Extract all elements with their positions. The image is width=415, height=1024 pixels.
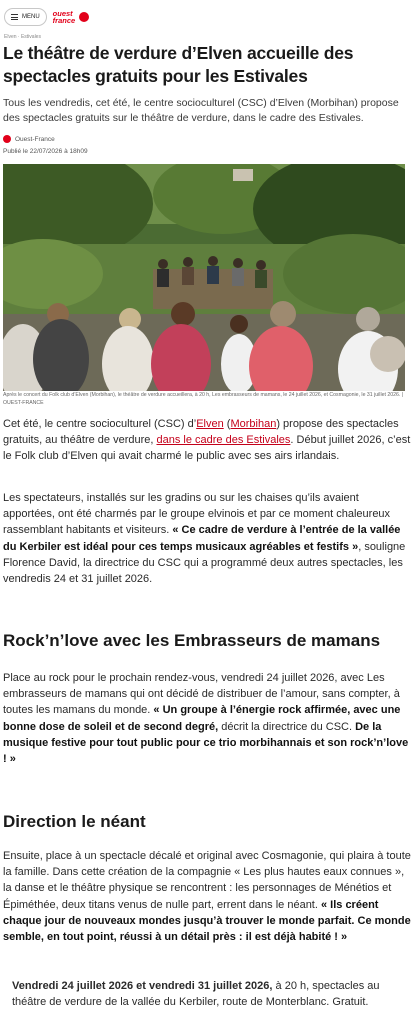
breadcrumb[interactable]: Elven · Estivales [4,34,41,40]
p4-quote: « Ils créent chaque jour de nouveaux mondes jusqu’à trouver le monde parfait. Ce monde semble, en tout point, réussi à un détail près : il est déjà habité ! » [3,898,411,944]
p3-quote-1: « Un groupe à l’énergie rock affirmée, avec une bonne dose de soleil et de second degré, [3,704,401,733]
ouest-france-logo[interactable] [53,10,89,24]
p2-text-a: Les spectateurs, installés sur les gradins ou sur les chaises qu’ils avaient apportées, ont été charmés par le groupe elvinois et par ce moment chaleureux rassemblant habitants et visiteurs. [3,492,391,537]
publish-date: Publié le 22/07/2026 à 18h09 [3,148,88,155]
source-name[interactable]: Ouest-France [15,135,55,143]
menu-label: MENU [22,14,40,20]
photo-caption: Après le concert du Folk club d’Elven (Morbihan), le théâtre de verdure accueillera, à 20 h, Les embrasseurs de mamans, le 24 juillet 2026, et Cosmagonie, le 31 juillet 2026. | OUEST-FRANCE [3,392,404,406]
hamburger-icon [11,14,18,20]
logo-mark-icon [79,12,89,22]
link-estivales[interactable]: dans le cadre des Estivales [156,434,291,447]
menu-button[interactable] [4,8,47,26]
p3-quote-2: De la musique festive pour tout public pour ce trio morbihannais et son rock’n’love ! » [3,720,409,766]
p4-text-a: Ensuite, place à un spectacle décalé et original avec Cosmagonie, qui plaira à toute la famille. Dans cette création de la compagnie « Les plus hautes eaux connues », la danse et le théâtre physique se rencontrent : les personnages de Ménétios et Épiméthée, deux titans venus de nulle part, errent dans le néant. [3,850,411,911]
paragraph-cosmagonie [3,848,411,945]
top-bar [0,0,415,34]
section-heading-rocknlove: Rock’n’love avec les Embrasseurs de mamans [3,631,381,650]
concert-photo-illustration [3,164,405,391]
source-logo-icon [3,135,11,143]
byline [3,135,55,143]
section-heading-neant: Direction le néant [3,812,146,831]
p2-quote: « Ce cadre de verdure à l’entrée de la vallée du Kerbiler est idéal pour ces temps musicaux agréables et festifs » [3,524,401,553]
practical-dates: Vendredi 24 juillet 2026 et vendredi 31 juillet 2026, [12,980,273,992]
logo-text: ouest france [52,9,76,25]
paragraph-rocknlove [3,670,411,767]
p1-text-d: . Début juillet 2026, c’est le Folk club d’Elven qui avait charmé le public avec ses airs irlandais. [3,434,411,463]
p1-text-a: Cet été, le centre socioculturel (CSC) d’ [3,418,197,430]
p1-text-c: ) propose des spectacles gratuits, au théâtre de verdure, [3,418,399,447]
p2-text-b: , souligne Florence David, la directrice du CSC qui a programmé deux autres spectacles, les vendredis 24 et 31 juillet 2026. [3,540,406,586]
practical-info [12,978,407,1010]
link-morbihan[interactable]: Morbihan [230,418,277,430]
article-title: Le théâtre de verdure d’Elven accueille des spectacles gratuits pour les Estivales [3,43,354,86]
p3-text-b: décrit la directrice du CSC. [218,720,356,733]
paragraph-spectators [3,490,411,587]
article-chapo: Tous les vendredis, cet été, le centre socioculturel (CSC) d’Elven (Morbihan) propose des spectacles gratuits sur le théâtre de verdure, dans le cadre des Estivales. [3,97,399,124]
p1-text-b: ( [223,418,231,430]
p3-text-a: Place au rock pour le prochain rendez-vous, vendredi 24 juillet 2026, avec Les embrasseurs de mamans qui ont décidé de distribuer de l’amour, sans compter, à toutes les mamans du monde. [3,672,400,717]
paragraph-intro [3,416,411,465]
practical-details: à 20 h, spectacles au théâtre de verdure de la vallée du Kerbiler, route de Monterblanc. Gratuit. [12,980,380,1009]
link-elven[interactable]: Elven [196,418,224,430]
article-photo[interactable] [3,164,405,391]
